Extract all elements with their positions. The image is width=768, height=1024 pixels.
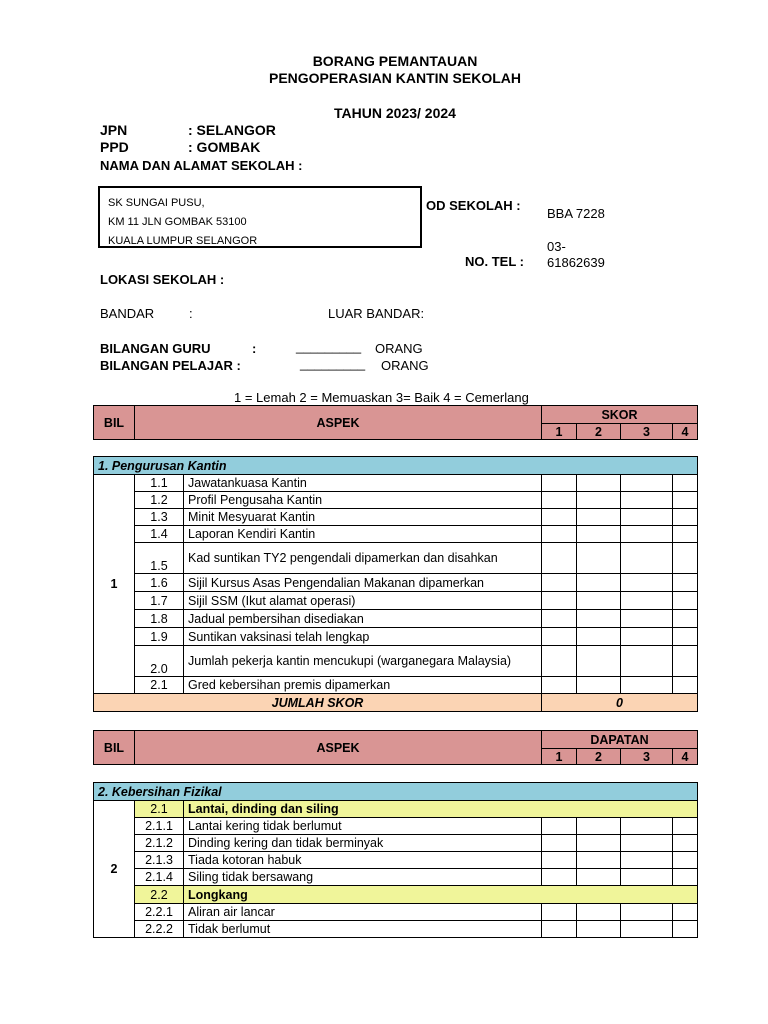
score-cell[interactable] [673,610,698,628]
table1-header [93,405,698,440]
score-cell[interactable] [577,869,621,886]
score-cell[interactable] [577,628,621,646]
score-cell[interactable] [577,677,621,694]
address-line: KUALA LUMPUR SELANGOR [108,235,258,247]
item-number: 1.9 [135,628,184,646]
table2-body [93,782,698,938]
score-cell[interactable] [542,610,577,628]
score-cell[interactable] [577,818,621,835]
score-cell[interactable] [542,509,577,526]
score-cell[interactable] [577,610,621,628]
score-cell[interactable] [673,818,698,835]
score-cell[interactable] [542,574,577,592]
phone-value-line2: 61862639 [547,255,605,270]
score-cell[interactable] [542,677,577,694]
score-cell[interactable] [542,921,577,938]
teacher-count-colon: : [252,341,257,356]
item-number: 2.1.2 [135,835,184,852]
item-number: 1.6 [135,574,184,592]
score-cell[interactable] [673,526,698,543]
item-text: Suntikan vaksinasi telah lengkap [184,628,542,646]
score-cell[interactable] [621,921,673,938]
subsection-number: 2.2 [135,886,184,904]
score-cell[interactable] [673,509,698,526]
student-count-blank[interactable]: _________ [300,356,366,371]
item-number: 1.2 [135,492,184,509]
score-cell[interactable] [577,509,621,526]
item-text: Jadual pembersihan disediakan [184,610,542,628]
item-text: Sijil Kursus Asas Pengendalian Makanan dipamerkan [184,574,542,592]
item-text: Aliran air lancar [184,904,542,921]
item-number: 2.1 [135,677,184,694]
item-text: Gred kebersihan premis dipamerkan [184,677,542,694]
score-cell[interactable] [673,592,698,610]
score-col-2: 2 [577,749,621,765]
score-cell[interactable] [542,818,577,835]
student-count-label: BILANGAN PELAJAR : [100,358,241,373]
score-col-3: 3 [621,424,673,440]
score-cell[interactable] [673,835,698,852]
score-cell[interactable] [673,852,698,869]
item-text: Jawatankuasa Kantin [184,475,542,492]
score-cell[interactable] [621,818,673,835]
score-cell[interactable] [621,509,673,526]
score-cell[interactable] [673,574,698,592]
score-cell[interactable] [577,921,621,938]
score-cell[interactable] [542,869,577,886]
item-number: 1.5 [135,543,184,574]
col-bil: BIL [94,731,135,765]
item-text: Jumlah pekerja kantin mencukupi (warganegara Malaysia) [184,646,542,677]
score-col-1: 1 [542,424,577,440]
score-cell[interactable] [542,852,577,869]
address-line: KM 11 JLN GOMBAK 53100 [108,216,247,228]
score-cell[interactable] [673,475,698,492]
school-code-label: OD SEKOLAH : [426,198,521,213]
row-group-bil: 2 [94,801,135,938]
page-bottom-mask [0,938,768,1024]
item-number: 2.0 [135,646,184,677]
jpn-value: : SELANGOR [188,122,276,138]
score-cell[interactable] [621,543,673,574]
item-number: 1.1 [135,475,184,492]
form-title-line1: BORANG PEMANTAUAN [312,53,478,69]
col-skor: SKOR [542,406,698,424]
score-cell[interactable] [673,646,698,677]
subsection-title: Longkang [184,886,698,904]
item-text: Dinding kering dan tidak berminyak [184,835,542,852]
score-cell[interactable] [542,628,577,646]
score-cell[interactable] [621,677,673,694]
section-title: 1. Pengurusan Kantin [94,457,698,475]
col-aspek: ASPEK [135,406,542,440]
item-text: Lantai kering tidak berlumut [184,818,542,835]
student-count-unit: ORANG [381,358,429,373]
score-scale-legend: 1 = Lemah 2 = Memuaskan 3= Baik 4 = Cemerlang [234,390,529,405]
score-cell[interactable] [542,646,577,677]
score-cell[interactable] [621,592,673,610]
score-cell[interactable] [621,646,673,677]
score-col-1: 1 [542,749,577,765]
item-number: 2.1.4 [135,869,184,886]
score-cell[interactable] [621,835,673,852]
item-text: Tiada kotoran habuk [184,852,542,869]
col-aspek: ASPEK [135,731,542,765]
row-group-bil: 1 [94,475,135,694]
score-col-3: 3 [621,749,673,765]
item-number: 1.3 [135,509,184,526]
col-bil: BIL [94,406,135,440]
score-cell[interactable] [621,852,673,869]
score-cell[interactable] [673,543,698,574]
item-number: 1.8 [135,610,184,628]
item-text: Siling tidak bersawang [184,869,542,886]
score-cell[interactable] [577,526,621,543]
col-dapatan: DAPATAN [542,731,698,749]
teacher-count-blank[interactable]: _________ [296,339,362,354]
luar-bandar-label: LUAR BANDAR: [328,306,425,321]
score-cell[interactable] [577,543,621,574]
score-cell[interactable] [542,475,577,492]
score-cell[interactable] [542,492,577,509]
ppd-label: PPD [100,139,129,155]
score-cell[interactable] [577,904,621,921]
form-title-line2: PENGOPERASIAN KANTIN SEKOLAH [268,70,522,86]
subsection-title: Lantai, dinding dan siling [184,801,698,818]
score-cell[interactable] [673,677,698,694]
score-cell[interactable] [673,492,698,509]
score-cell[interactable] [673,921,698,938]
score-cell[interactable] [621,628,673,646]
score-cell[interactable] [577,574,621,592]
item-number: 2.2.1 [135,904,184,921]
table1-body [93,456,698,712]
score-cell[interactable] [673,869,698,886]
item-number: 2.1.1 [135,818,184,835]
score-cell[interactable] [673,904,698,921]
item-text: Sijil SSM (Ikut alamat operasi) [184,592,542,610]
school-name-label: NAMA DAN ALAMAT SEKOLAH : [100,158,303,173]
score-cell[interactable] [542,526,577,543]
item-text: Kad suntikan TY2 pengendali dipamerkan dan disahkan [184,543,542,574]
ppd-value: : GOMBAK [188,139,261,155]
total-score-value: 0 [542,694,698,712]
item-number: 2.1.3 [135,852,184,869]
subsection-number: 2.1 [135,801,184,818]
phone-label: NO. TEL : [465,254,524,269]
school-code-value: BBA 7228 [547,206,605,221]
teacher-count-unit: ORANG [375,341,423,356]
score-cell[interactable] [621,526,673,543]
item-number: 1.4 [135,526,184,543]
item-text: Minit Mesyuarat Kantin [184,509,542,526]
score-col-4: 4 [673,424,698,440]
total-score-label: JUMLAH SKOR [94,694,542,712]
form-year: TAHUN 2023/ 2024 [334,105,456,121]
bandar-label: BANDAR [100,306,155,321]
item-text: Tidak berlumut [184,921,542,938]
item-text: Laporan Kendiri Kantin [184,526,542,543]
score-cell[interactable] [621,574,673,592]
item-text: Profil Pengusaha Kantin [184,492,542,509]
score-cell[interactable] [542,904,577,921]
jpn-label: JPN [100,122,128,138]
score-cell[interactable] [577,852,621,869]
score-cell[interactable] [542,592,577,610]
section-title: 2. Kebersihan Fizikal [94,783,698,801]
score-cell[interactable] [621,492,673,509]
score-col-4: 4 [673,749,698,765]
phone-value-line1: 03- [547,239,566,254]
score-cell[interactable] [621,610,673,628]
score-cell[interactable] [621,904,673,921]
score-cell[interactable] [621,869,673,886]
school-location-label: LOKASI SEKOLAH : [100,272,225,287]
score-cell[interactable] [673,628,698,646]
bandar-colon: : [189,306,193,321]
score-cell[interactable] [542,543,577,574]
score-cell[interactable] [577,646,621,677]
item-number: 1.7 [135,592,184,610]
item-number: 2.2.2 [135,921,184,938]
table2-header [93,730,698,765]
address-line: SK SUNGAI PUSU, [108,197,205,209]
score-cell[interactable] [577,835,621,852]
score-cell[interactable] [577,492,621,509]
score-cell[interactable] [577,475,621,492]
school-address-box [98,186,422,248]
score-cell[interactable] [621,475,673,492]
score-col-2: 2 [577,424,621,440]
teacher-count-label: BILANGAN GURU [100,341,211,356]
score-cell[interactable] [577,592,621,610]
score-cell[interactable] [542,835,577,852]
